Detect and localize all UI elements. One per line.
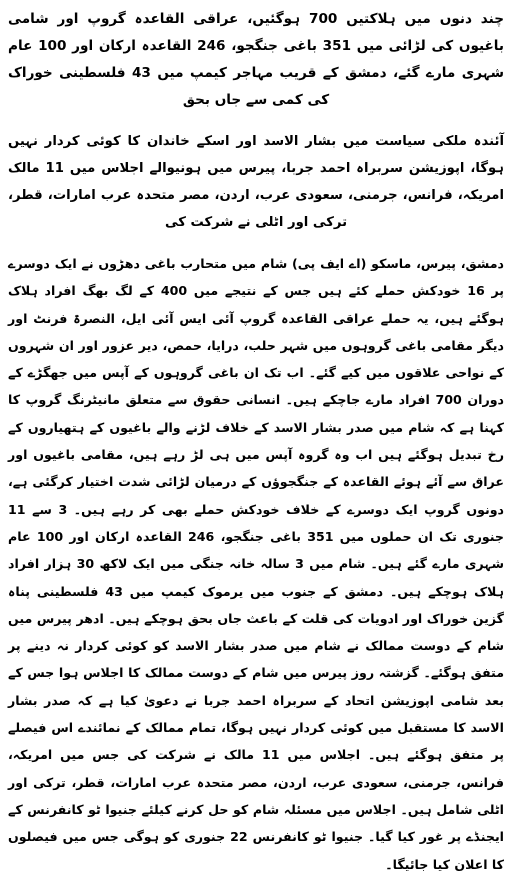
article-body: دمشق، پیرس، ماسکو (اے ایف پی) شام میں متحارب باغی دھڑوں نے ایک دوسرے پر 16 خودکش حملے کئے ہیں جس کے نتیجے میں 400 کے لگ بھگ افراد ہلاک ہوگئے ہیں، یہ حملے عراقی القاعدہ گروپ آئی ایس آئی ایل، النصرۃ فرنٹ اور دیگر مقامی باغی گروہوں میں شہر حلب، درایا، حمص، دیر عزور اور ان شہروں کے نواحی علاقوں میں کیے گئے۔ اب تک ان باغی گروہوں کے آپس میں جھگڑے کے دوران 700 افراد مارے جاچکے ہیں۔ انسانی حقوق سے متعلق مانیٹرنگ گروپ کا کہنا ہے کہ شام میں صدر بشار الاسد کے خلاف لڑنے والے باغیوں کے ہتھیاروں کے رخ تبدیل ہوگئے ہیں اب وہ گروہ آپس میں ہی لڑ رہے ہیں، مقامی باغیوں اور عراق سے آئے ہوئے القاعدہ کے جنگجوؤں کے درمیان لڑائی شدت اختیار کرگئی ہے، دونوں گروپ ایک دوسرے کے خلاف خودکش حملے بھی کر رہے ہیں۔ 3 سے 11 جنوری تک ان حملوں میں 351 باغی جنگجو، 246 القاعدہ ارکان اور 100 عام شہری مارے گئے ہیں۔ شام میں 3 سالہ خانہ جنگی میں ایک لاکھ 30 ہزار افراد ہلاک ہوچکے ہیں۔ دمشق کے جنوب میں یرموک کیمپ میں 43 فلسطینی پناہ گزین خوراک اور ادویات کی قلت کے باعث جاں بحق ہوچکے ہیں۔ ادھر پیرس میں شام کے دوست ممالک نے شام میں صدر بشار الاسد کو کوئی کردار نہ دینے پر متفق ہوگئے۔ گزشتہ روز پیرس میں شام کے دوست ممالک کا اجلاس ہوا جس کے بعد شامی اپوزیشن اتحاد کے سربراہ احمد جربا نے دعویٰ کیا ہے کہ صدر بشار الاسد کا مستقبل میں کوئی کردار نہیں ہوگا، تمام ممالک کے نمائندے اس فیصلے پر متفق ہوگئے ہیں۔ اجلاس میں 11 مالک نے شرکت کی جس میں امریکہ، فرانس، جرمنی، سعودی عرب، اردن، مصر متحدہ عرب امارات، قطر، ترکی اور اٹلی شامل ہیں۔ اجلاس میں مسئلہ شام کو حل کرنے کیلئے جنیوا ٹو کانفرنس کے ایجنڈے پر غور کیا گیا۔ جنیوا ٹو کانفرنس 22 جنوری کو ہوگی جس میں فیصلوں کا اعلان کیا جائیگا۔ <box>8 256 505 872</box>
headline-main: چند دنوں میں ہلاکتیں 700 ہوگئیں، عراقی القاعدہ گروپ اور شامی باغیوں کی لڑائی میں 351 باغی جنگجو، 246 القاعدہ ارکان اور 100 عام شہری مارے گئے، دمشق کے قریب مہاجر کیمپ میں 43 فلسطینی خوراک کی کمی سے جاں بحق <box>8 11 505 108</box>
headline-sub: آئندہ ملکی سیاست میں بشار الاسد اور اسکے خاندان کا کوئی کردار نہیں ہوگا، اپوزیشن سربراہ احمد جربا، پیرس میں ہونیوالے اجلاس میں 11 مالک امریکہ، فرانس، جرمنی، سعودی عرب، اردن، مصر متحدہ عرب امارات، قطر، ترکی اور اٹلی نے شرکت کی <box>8 134 504 230</box>
